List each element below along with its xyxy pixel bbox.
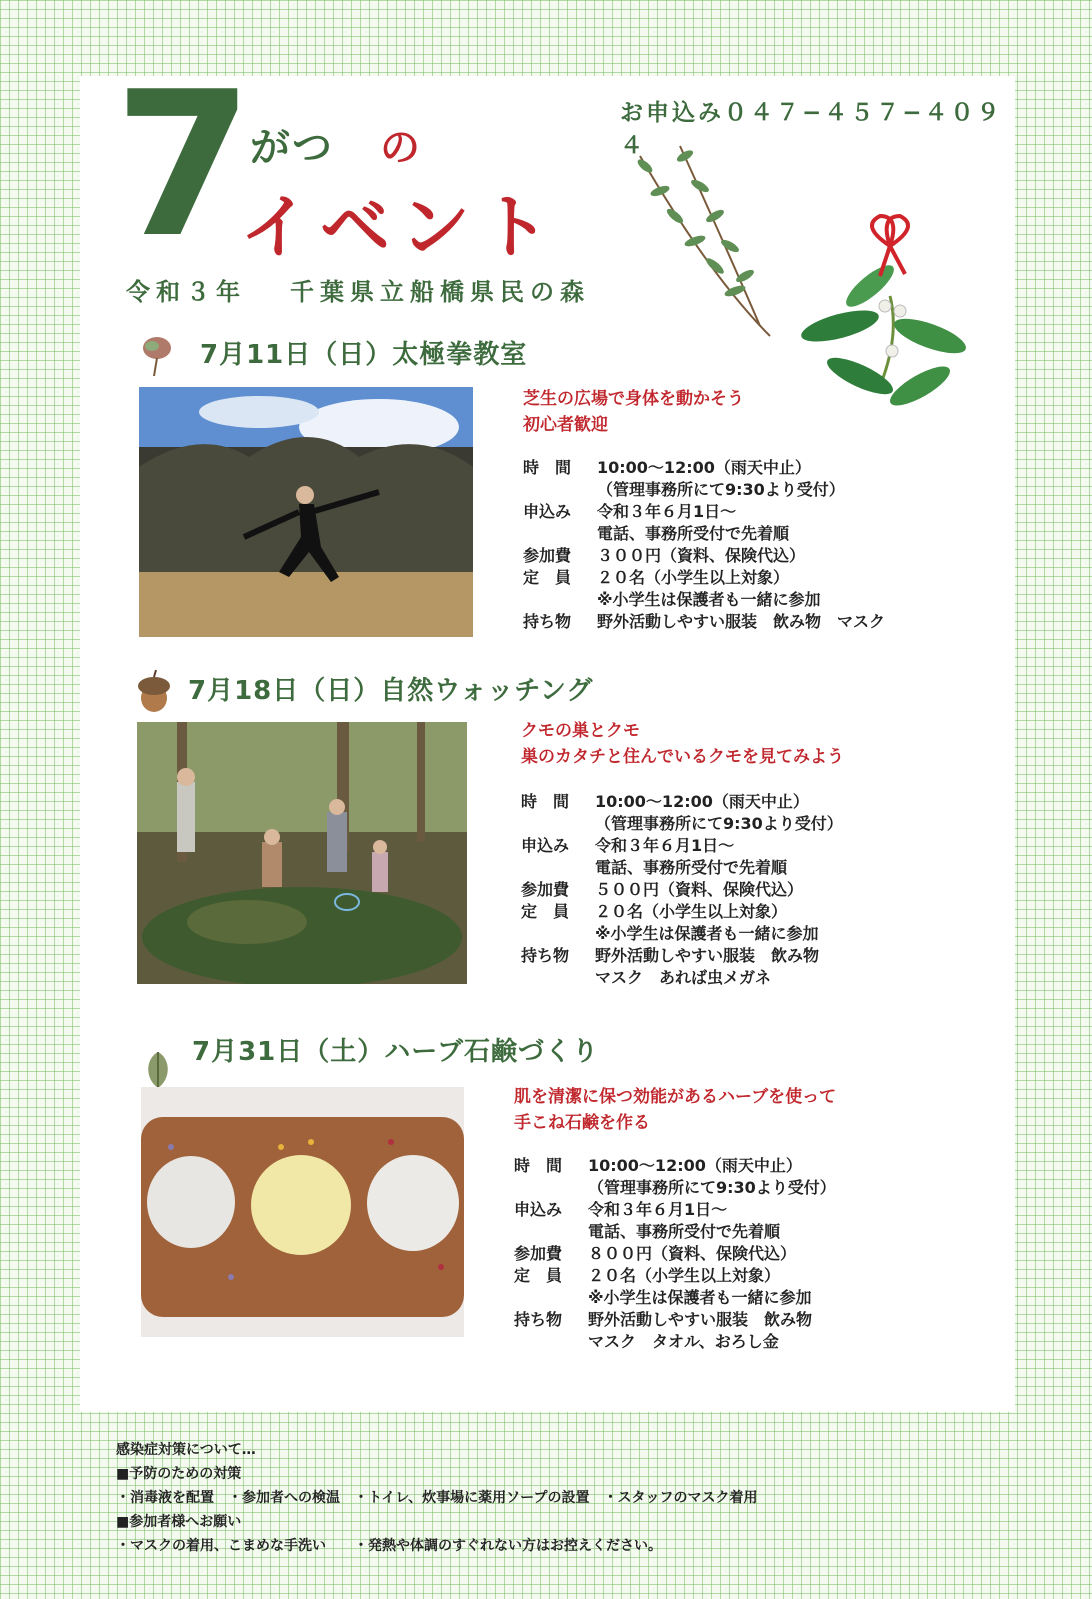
thyme-sprig-illustration [640,146,770,336]
event-heading: イベント [240,186,560,268]
detail-row: ※小学生は保護者も一緒に参加 [595,924,819,943]
year-venue-line [126,272,634,307]
detail-row: 参加費 ８００円（資料、保険代込） [514,1244,797,1263]
detail-row: （管理事務所にて9:30より受付） [597,480,845,499]
event-2-title: 7月18日（日）自然ウォッチング [188,676,594,706]
detail-row: 電話、事務所受付で先着順 [588,1222,781,1241]
detail-row: 申込み 令和３年６月1日〜 [521,836,735,855]
event-3-details [514,1155,836,1353]
detail-row: 申込み 令和３年６月1日〜 [523,502,737,521]
acorn-icon [134,668,174,716]
event-1-details [523,457,885,633]
year: 令和３年 [126,278,246,306]
venue: 千葉県立船橋県民の森 [290,278,590,306]
detail-row: 時 間 10:00〜12:00（雨天中止） [514,1156,802,1175]
prevention-items: ・消毒液を配置 ・参加者への検温 ・トイレ、炊事場に薬用ソープの設置 ・スタッフのマスク着用 [116,1490,758,1506]
detail-row: 電話、事務所受付で先着順 [595,858,788,877]
detail-row: 申込み 令和３年６月1日〜 [514,1200,728,1219]
infection-control-notes [116,1438,757,1558]
detail-row: ※小学生は保護者も一緒に参加 [588,1288,812,1307]
mistletoe-illustration [798,216,970,413]
detail-row: 参加費 ５００円（資料、保険代込） [521,880,804,899]
herb-illustration [600,136,1000,416]
detail-row: （管理事務所にて9:30より受付） [588,1178,836,1197]
seed-icon [140,1048,176,1092]
detail-row: 定 員 ２０名（小学生以上対象） [521,902,788,921]
nature-watching-photo [137,722,467,984]
month-kana: がつ [250,125,334,171]
event-1-title: 7月11日（日）太極拳教室 [200,340,528,370]
request-items: ・マスクの着用、こまめな手洗い ・発熱や体調のすぐれない方はお控えください。 [116,1538,662,1554]
detail-row: 参加費 ３００円（資料、保険代込） [523,546,806,565]
event-2-lead: クモの巣とクモ 巣のカタチと住んでいるクモを見てみよう [521,721,844,767]
event-2-details [521,791,843,989]
event-3-lead: 肌を清潔に保つ効能があるハーブを使って 手こね石鹸を作る [514,1087,837,1133]
herb-soap-photo [141,1087,464,1337]
event-3-title: 7月31日（土）ハーブ石鹸づくり [192,1037,599,1067]
request-title: ■参加者様へお願い [116,1514,242,1530]
detail-row: 持ち物 野外活動しやすい服装 飲み物 マスク [523,612,886,631]
flyer-sheet [80,49,1015,1412]
detail-row: 持ち物 野外活動しやすい服装 飲み物 [521,946,820,965]
prevention-title: ■予防のための対策 [116,1466,242,1482]
detail-row: マスク あれば虫メガネ [595,968,772,987]
detail-row: 定 員 ２０名（小学生以上対象） [523,568,790,587]
detail-row: 時 間 10:00〜12:00（雨天中止） [523,458,811,477]
detail-row: 定 員 ２０名（小学生以上対象） [514,1266,781,1285]
detail-row: 電話、事務所受付で先着順 [597,524,790,543]
phone-line: お申込み０４７−４５７−４０９４ [620,100,1003,159]
detail-row: ※小学生は保護者も一緒に参加 [597,590,821,609]
footer-heading: 感染症対策について… [116,1442,256,1458]
particle: の [380,125,420,171]
detail-row: 時 間 10:00〜12:00（雨天中止） [521,792,809,811]
event-1-lead: 芝生の広場で身体を動かそう 初心者歓迎 [523,389,744,435]
detail-row: マスク タオル、おろし金 [588,1332,779,1351]
tai-chi-photo [139,387,473,637]
detail-row: 持ち物 野外活動しやすい服装 飲み物 [514,1310,813,1329]
month-number: 7 [114,49,254,282]
detail-row: （管理事務所にて9:30より受付） [595,814,843,833]
seed-pod-icon [136,328,178,378]
